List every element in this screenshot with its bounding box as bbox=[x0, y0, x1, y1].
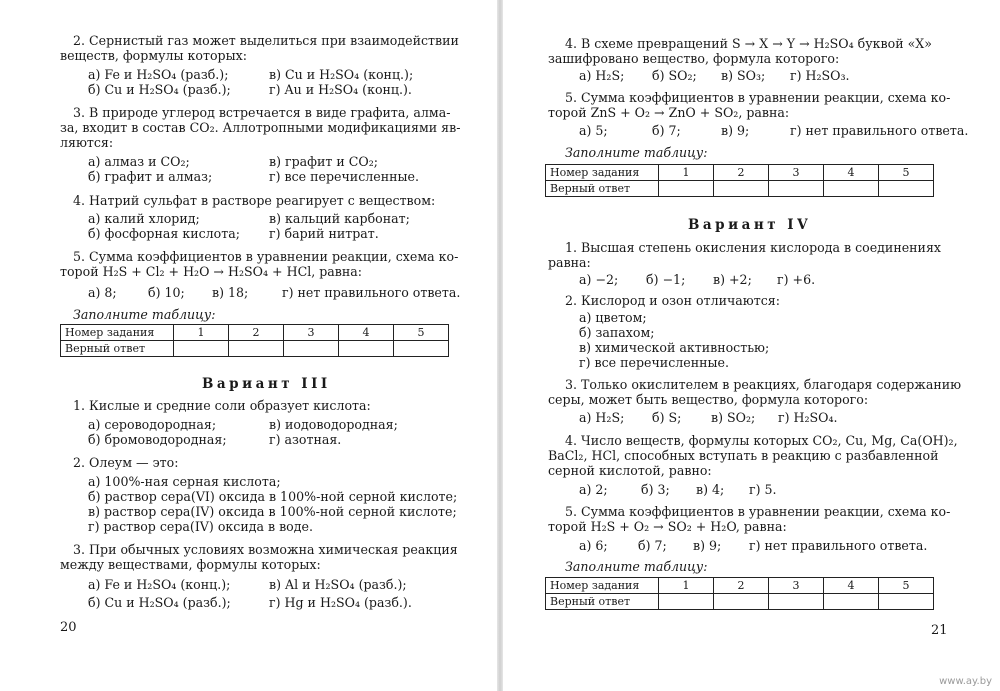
answer-table bbox=[545, 164, 934, 197]
table-col-header: 2 bbox=[714, 165, 769, 181]
v4-question-3-line1: 3. Только окислителем в реакциях, благодаря содержанию bbox=[565, 377, 962, 392]
answer-option: б) SO₂; bbox=[652, 68, 697, 83]
fill-table-caption: Заполните таблицу: bbox=[565, 145, 708, 160]
answer-cell[interactable] bbox=[339, 341, 394, 357]
answer-cell[interactable] bbox=[714, 181, 769, 197]
question-3-line2: за, входит в состав CO₂. Аллотропными модификациями яв- bbox=[60, 120, 461, 135]
table-row-label: Верный ответ bbox=[546, 594, 659, 610]
answer-option: а) Fe и H₂SO₄ (конц.); bbox=[88, 577, 231, 592]
table-col-header: 5 bbox=[879, 578, 934, 594]
left-page bbox=[0, 0, 497, 691]
answer-cell[interactable] bbox=[659, 594, 714, 610]
question-3-line3: ляются: bbox=[60, 135, 114, 150]
answer-cell[interactable] bbox=[824, 181, 879, 197]
watermark: www.ay.by bbox=[939, 676, 992, 687]
question-5-line1: 5. Сумма коэффициентов в уравнении реакции, схема ко- bbox=[73, 249, 459, 264]
v4-question-2: 2. Кислород и озон отличаются: bbox=[565, 293, 780, 308]
table-header-label: Номер задания bbox=[546, 578, 659, 594]
table-row-label: Верный ответ bbox=[61, 341, 174, 357]
answer-cell[interactable] bbox=[174, 341, 229, 357]
table-col-header: 3 bbox=[769, 578, 824, 594]
answer-option: б) запахом; bbox=[579, 325, 655, 340]
v4-question-1-line1: 1. Высшая степень окисления кислорода в соединениях bbox=[565, 240, 941, 255]
answer-option: г) все перечисленные. bbox=[269, 169, 419, 184]
answer-option: а) 100%-ная серная кислота; bbox=[88, 474, 281, 489]
answer-option: а) H₂S; bbox=[579, 410, 625, 425]
answer-option: в) раствор сера(IV) оксида в 100%-ной серной кислоте; bbox=[88, 504, 457, 519]
answer-option: г) H₂SO₄. bbox=[778, 410, 838, 425]
answer-option: а) 8; bbox=[88, 285, 117, 300]
answer-option: б) Cu и H₂SO₄ (разб.); bbox=[88, 595, 231, 610]
answer-table bbox=[60, 324, 449, 357]
answer-cell[interactable] bbox=[714, 594, 769, 610]
question-2-line1: 2. Сернистый газ может выделиться при взаимодействии bbox=[73, 33, 459, 48]
table-col-header: 3 bbox=[284, 325, 339, 341]
answer-option: в) иодоводородная; bbox=[269, 417, 398, 432]
answer-option: б) 3; bbox=[641, 482, 670, 497]
question-5-line2: торой ZnS + O₂ → ZnO + SO₂, равна: bbox=[548, 105, 790, 120]
table-col-header: 4 bbox=[824, 578, 879, 594]
answer-option: в) +2; bbox=[713, 272, 752, 287]
question-5-line2: торой H₂S + Cl₂ + H₂O → H₂SO₄ + HCl, равна: bbox=[60, 264, 363, 279]
v4-question-4-line2: BaCl₂, HCl, способных вступать в реакцию с разбавленной bbox=[548, 448, 939, 463]
right-page bbox=[503, 0, 1000, 691]
fill-table-caption: Заполните таблицу: bbox=[73, 307, 216, 322]
table-col-header: 4 bbox=[824, 165, 879, 181]
answer-option: в) графит и CO₂; bbox=[269, 154, 379, 169]
answer-option: г) барий нитрат. bbox=[269, 226, 379, 241]
answer-option: а) H₂S; bbox=[579, 68, 625, 83]
table-col-header: 4 bbox=[339, 325, 394, 341]
answer-option: б) S; bbox=[652, 410, 682, 425]
table-col-header: 2 bbox=[714, 578, 769, 594]
table-col-header: 3 bbox=[769, 165, 824, 181]
answer-cell[interactable] bbox=[229, 341, 284, 357]
question-2-line2: веществ, формулы которых: bbox=[60, 48, 247, 63]
answer-option: в) 9; bbox=[693, 538, 722, 553]
answer-option: а) −2; bbox=[579, 272, 619, 287]
v3-question-3-line2: между веществами, формулы которых: bbox=[60, 557, 321, 572]
answer-option: г) азотная. bbox=[269, 432, 342, 447]
answer-cell[interactable] bbox=[769, 594, 824, 610]
table-col-header: 1 bbox=[174, 325, 229, 341]
answer-option: г) 5. bbox=[749, 482, 777, 497]
question-4-line1: 4. Натрий сульфат в растворе реагирует с веществом: bbox=[73, 193, 436, 208]
v4-question-5-line2: торой H₂S + O₂ → SO₂ + H₂O, равна: bbox=[548, 519, 787, 534]
table-col-header: 5 bbox=[394, 325, 449, 341]
answer-cell[interactable] bbox=[659, 181, 714, 197]
answer-table bbox=[545, 577, 934, 610]
answer-option: в) SO₂; bbox=[711, 410, 756, 425]
answer-option: б) 7; bbox=[638, 538, 667, 553]
answer-option: г) H₂SO₃. bbox=[790, 68, 850, 83]
fill-table-caption: Заполните таблицу: bbox=[565, 559, 708, 574]
answer-option: а) 5; bbox=[579, 123, 608, 138]
answer-option: в) химической активностью; bbox=[579, 340, 770, 355]
table-col-header: 2 bbox=[229, 325, 284, 341]
answer-option: б) графит и алмаз; bbox=[88, 169, 213, 184]
answer-cell[interactable] bbox=[284, 341, 339, 357]
answer-option: а) сероводородная; bbox=[88, 417, 217, 432]
answer-option: б) 10; bbox=[148, 285, 185, 300]
table-header-label: Номер задания bbox=[61, 325, 174, 341]
answer-option: в) 18; bbox=[212, 285, 249, 300]
question-4-line1: 4. В схеме превращений S → X → Y → H₂SO₄ буквой «X» bbox=[565, 36, 932, 51]
answer-option: а) цветом; bbox=[579, 310, 647, 325]
answer-option: б) 7; bbox=[652, 123, 681, 138]
answer-option: в) кальций карбонат; bbox=[269, 211, 410, 226]
answer-option: г) нет правильного ответа. bbox=[749, 538, 928, 553]
v4-question-1-line2: равна: bbox=[548, 255, 591, 270]
answer-cell[interactable] bbox=[394, 341, 449, 357]
answer-option: а) калий хлорид; bbox=[88, 211, 200, 226]
page-number: 21 bbox=[931, 623, 948, 638]
answer-option: в) SO₃; bbox=[721, 68, 766, 83]
answer-option: г) нет правильного ответа. bbox=[282, 285, 461, 300]
answer-option: б) раствор сера(VI) оксида в 100%-ной серной кислоте; bbox=[88, 489, 458, 504]
v3-question-2: 2. Олеум — это: bbox=[73, 455, 179, 470]
answer-option: г) нет правильного ответа. bbox=[790, 123, 969, 138]
answer-option: в) 9; bbox=[721, 123, 750, 138]
answer-option: б) Cu и H₂SO₄ (разб.); bbox=[88, 82, 231, 97]
answer-option: а) 2; bbox=[579, 482, 608, 497]
answer-option: в) Al и H₂SO₄ (разб.); bbox=[269, 577, 407, 592]
answer-cell[interactable] bbox=[879, 594, 934, 610]
variant-4-title: Вариант IV bbox=[688, 217, 812, 233]
page-number: 20 bbox=[60, 620, 77, 635]
answer-option: а) алмаз и CO₂; bbox=[88, 154, 190, 169]
table-col-header: 5 bbox=[879, 165, 934, 181]
v4-question-4-line1: 4. Число веществ, формулы которых CO₂, Cu, Mg, Ca(OH)₂, bbox=[565, 433, 958, 448]
answer-option: а) 6; bbox=[579, 538, 608, 553]
answer-option: б) −1; bbox=[646, 272, 686, 287]
answer-option: г) Hg и H₂SO₄ (разб.). bbox=[269, 595, 412, 610]
v4-question-5-line1: 5. Сумма коэффициентов в уравнении реакции, схема ко- bbox=[565, 504, 951, 519]
answer-option: в) 4; bbox=[696, 482, 725, 497]
answer-cell[interactable] bbox=[824, 594, 879, 610]
answer-option: г) +6. bbox=[777, 272, 816, 287]
table-header-label: Номер задания bbox=[546, 165, 659, 181]
answer-option: а) Fe и H₂SO₄ (разб.); bbox=[88, 67, 229, 82]
answer-option: б) фосфорная кислота; bbox=[88, 226, 240, 241]
v3-question-1: 1. Кислые и средние соли образует кислота: bbox=[73, 398, 371, 413]
table-row-label: Верный ответ bbox=[546, 181, 659, 197]
answer-option: б) бромоводородная; bbox=[88, 432, 227, 447]
answer-cell[interactable] bbox=[879, 181, 934, 197]
answer-cell[interactable] bbox=[769, 181, 824, 197]
answer-option: г) все перечисленные. bbox=[579, 355, 729, 370]
question-4-line2: зашифровано вещество, формула которого: bbox=[548, 51, 840, 66]
answer-option: в) Cu и H₂SO₄ (конц.); bbox=[269, 67, 414, 82]
variant-3-title: Вариант III bbox=[202, 376, 331, 392]
v4-question-3-line2: серы, может быть вещество, формула которого: bbox=[548, 392, 869, 407]
question-3-line1: 3. В природе углерод встречается в виде графита, алма- bbox=[73, 105, 451, 120]
answer-option: г) Au и H₂SO₄ (конц.). bbox=[269, 82, 412, 97]
table-col-header: 1 bbox=[659, 578, 714, 594]
question-5-line1: 5. Сумма коэффициентов в уравнении реакции, схема ко- bbox=[565, 90, 951, 105]
v3-question-3-line1: 3. При обычных условиях возможна химическая реакция bbox=[73, 542, 458, 557]
table-col-header: 1 bbox=[659, 165, 714, 181]
answer-option: г) раствор сера(IV) оксида в воде. bbox=[88, 519, 313, 534]
v4-question-4-line3: серной кислотой, равно: bbox=[548, 463, 712, 478]
